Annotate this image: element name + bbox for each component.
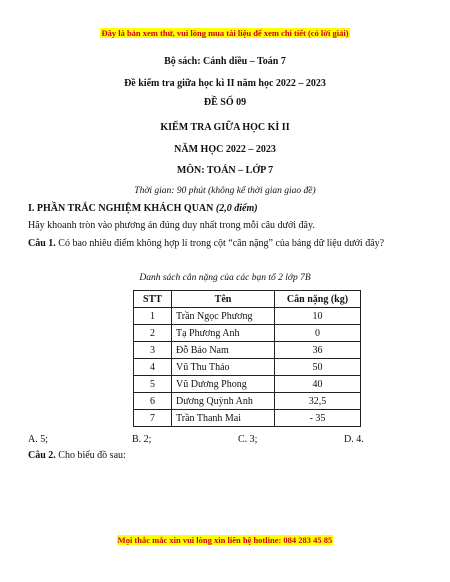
exam-duration: Thời gian: 90 phút (không kể thời gian giao đề) bbox=[134, 186, 316, 196]
cell-stt: 4 bbox=[134, 359, 172, 376]
cell-weight: 50 bbox=[275, 359, 361, 376]
column-header-name: Tên bbox=[172, 291, 275, 308]
table-header-row bbox=[134, 291, 361, 308]
cell-stt: 7 bbox=[134, 410, 172, 427]
table-row bbox=[134, 376, 361, 393]
cell-name: Vũ Thu Thảo bbox=[172, 359, 275, 376]
question-1-label: Câu 1. bbox=[28, 238, 56, 249]
question-1 bbox=[28, 235, 424, 253]
cell-stt: 2 bbox=[134, 325, 172, 342]
table-row bbox=[134, 325, 361, 342]
table-caption: Danh sách cân nặng của các bạn tổ 2 lớp 7B bbox=[139, 273, 311, 283]
subject: MÔN: TOÁN – LỚP 7 bbox=[176, 165, 274, 176]
table-row bbox=[134, 359, 361, 376]
section-heading bbox=[28, 203, 258, 214]
table-row bbox=[134, 308, 361, 325]
answer-d: D. 4. bbox=[344, 434, 364, 445]
cell-weight: 36 bbox=[275, 342, 361, 359]
column-header-stt: STT bbox=[134, 291, 172, 308]
exam-number: ĐỀ SỐ 09 bbox=[203, 97, 247, 108]
table-row bbox=[134, 342, 361, 359]
cell-weight: - 35 bbox=[275, 410, 361, 427]
book-title: Bộ sách: Cánh diều – Toán 7 bbox=[164, 56, 286, 67]
cell-stt: 3 bbox=[134, 342, 172, 359]
question-2 bbox=[28, 447, 424, 465]
school-year: NĂM HỌC 2022 – 2023 bbox=[174, 144, 276, 155]
cell-weight: 10 bbox=[275, 308, 361, 325]
section-points: (2,0 điểm) bbox=[215, 203, 258, 214]
cell-name: Trần Ngọc Phương bbox=[172, 308, 275, 325]
cell-weight: 0 bbox=[275, 325, 361, 342]
cell-name: Vũ Dương Phong bbox=[172, 376, 275, 393]
section-instruction: Hãy khoanh tròn vào phương án đúng duy nhất trong mỗi câu dưới đây. bbox=[28, 220, 315, 231]
exam-title: KIỂM TRA GIỮA HỌC KÌ II bbox=[160, 122, 290, 133]
hotline-banner: Mọi thắc mắc xin vui lòng xin liên hệ hotline: 084 283 45 85 bbox=[117, 535, 333, 545]
answer-b: B. 2; bbox=[132, 434, 152, 445]
question-2-text: Cho biểu đồ sau: bbox=[55, 450, 126, 461]
cell-name: Đỗ Bảo Nam bbox=[172, 342, 275, 359]
answer-a: A. 5; bbox=[28, 434, 48, 445]
cell-weight: 32,5 bbox=[275, 393, 361, 410]
table-row bbox=[134, 410, 361, 427]
question-2-label: Câu 2. bbox=[28, 450, 56, 461]
cell-name: Trần Thanh Mai bbox=[172, 410, 275, 427]
question-1-text: Có bao nhiêu điểm không hợp lí trong cột “cân nặng” của bảng dữ liệu dưới đây? bbox=[55, 238, 385, 249]
cell-stt: 5 bbox=[134, 376, 172, 393]
table-row bbox=[134, 393, 361, 410]
cell-stt: 1 bbox=[134, 308, 172, 325]
cell-name: Dương Quỳnh Anh bbox=[172, 393, 275, 410]
cell-name: Tạ Phương Anh bbox=[172, 325, 275, 342]
answer-c: C. 3; bbox=[238, 434, 258, 445]
section-title: I. PHẦN TRẮC NGHIỆM KHÁCH QUAN bbox=[28, 203, 216, 214]
cell-weight: 40 bbox=[275, 376, 361, 393]
weight-table bbox=[133, 290, 361, 427]
cell-stt: 6 bbox=[134, 393, 172, 410]
column-header-weight: Cân nặng (kg) bbox=[275, 291, 361, 308]
exam-name: Đề kiểm tra giữa học kì II năm học 2022 – 2023 bbox=[124, 78, 326, 89]
preview-banner: Đây là bản xem thử, vui lòng mua tài liệu để xem chi tiết (có lời giải) bbox=[101, 28, 349, 38]
